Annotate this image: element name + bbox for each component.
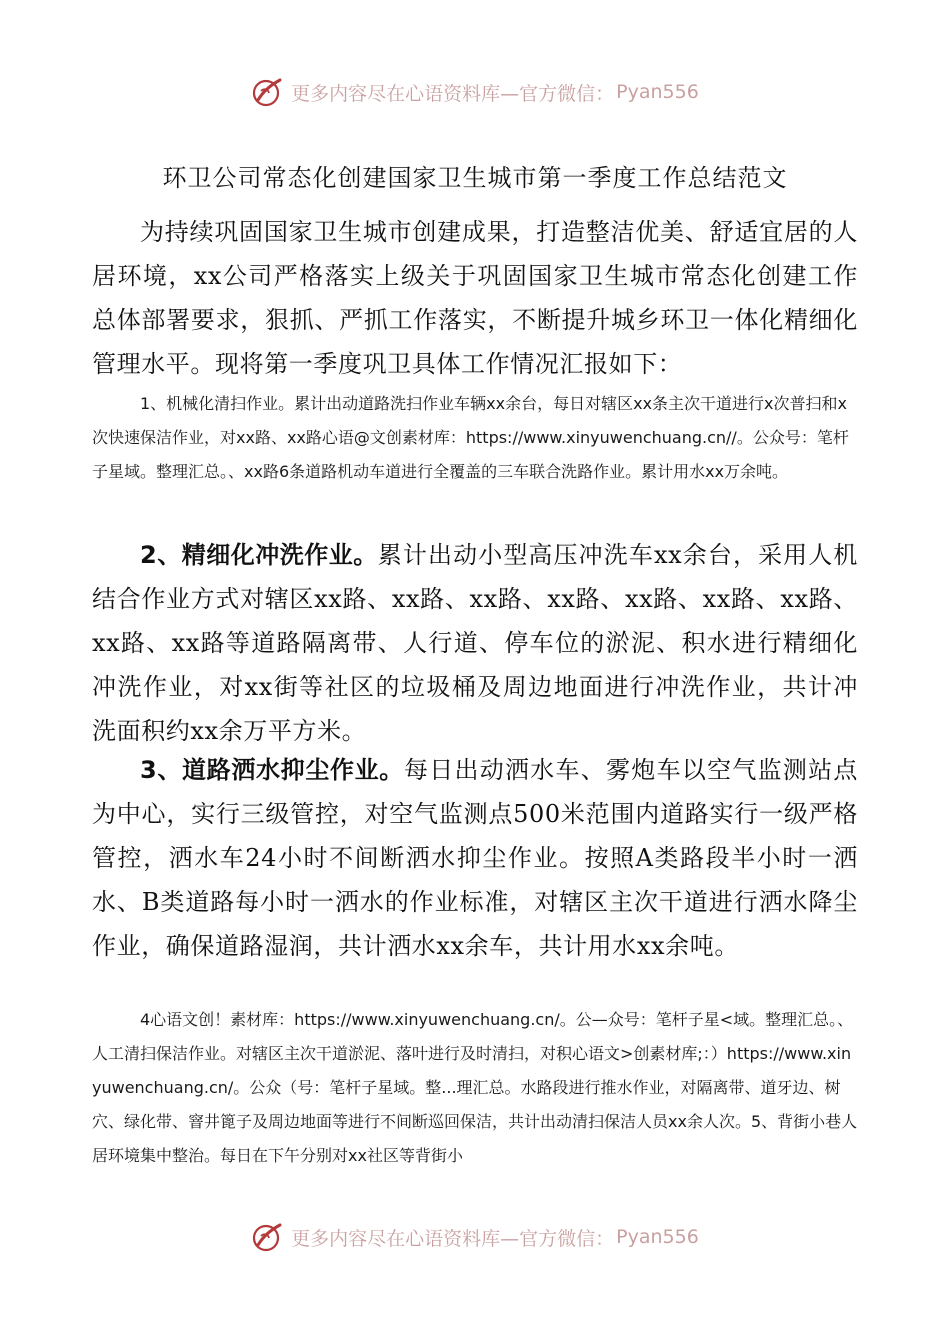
item2-paragraph	[92, 533, 858, 753]
brand-wechat-id: Pyan556	[616, 1226, 699, 1248]
item3-body: 每日出动洒水车、雾炮车以空气监测站点为中心，实行三级管控，对空气监测点500米范围内道路实行一级严格管控，洒水车24小时不间断洒水抑尘作业。按照A类路段半小时一洒水、B类道路每小时一洒水的作业标准，对辖区主次干道进行洒水降尘作业，确保道路湿润，共计洒水xx余车，共计用水xx余吨。	[92, 756, 858, 960]
brand-banner-top	[0, 70, 950, 114]
brand-text: 更多内容尽在心语资料库—官方微信：	[291, 1227, 615, 1250]
intro-paragraph: 为持续巩固国家卫生城市创建成果，打造整洁优美、舒适宜居的人居环境，xx公司严格落实上级关于巩固国家卫生城市常态化创建工作总体部署要求，狠抓、严抓工作落实，不断提升城乡环卫一体化精细化管理水平。现将第一季度巩卫具体工作情况汇报如下：	[92, 218, 858, 378]
brush-pen-logo-icon	[251, 75, 285, 109]
brand-wechat-id: Pyan556	[616, 81, 699, 103]
brand-banner-bottom	[0, 1215, 950, 1259]
item1-paragraph: 1、机械化清扫作业。累计出动道路洗扫作业车辆xx余台，每日对辖区xx条主次干道进行x次普扫和x次快速保洁作业，对xx路、xx路心语@文创素材库：https://www.xinyuwenchuang.cn//。公众号：笔杆子星域。整理汇总。、xx路6条道路机动车道进行全覆盖的三车联合洗路作业。累计用水xx万余吨。	[92, 394, 849, 481]
item2-heading: 2、精细化冲洗作业。	[140, 541, 378, 569]
item3-paragraph	[92, 748, 858, 968]
brush-pen-logo-icon	[251, 1220, 285, 1254]
item3-heading: 3、道路洒水抑尘作业。	[140, 756, 404, 784]
brand-text: 更多内容尽在心语资料库—官方微信：	[291, 82, 615, 105]
item2-body: 累计出动小型高压冲洗车xx余台，采用人机结合作业方式对辖区xx路、xx路、xx路、xx路、xx路、xx路、xx路、xx路、xx路等道路隔离带、人行道、停车位的淤泥、积水进行精细化冲洗作业，对xx街等社区的垃圾桶及周边地面进行冲洗作业，共计冲洗面积约xx余万平方米。	[92, 541, 858, 745]
document-title: 环卫公司常态化创建国家卫生城市第一季度工作总结范文	[162, 164, 788, 192]
item4-5-paragraph: 4心语文创！素材库：https://www.xinyuwenchuang.cn/。公—众号：笔杆子星<域。整理汇总。、人工清扫保洁作业。对辖区主次干道淤泥、落叶进行及时清扫，对积心语文>创素材库;：）https://www.xinyuwenchuang.cn/。公众（号：笔杆子星域。整...理汇总。水路段进行推水作业，对隔离带、道牙边、树穴、绿化带、窨井篦子及周边地面等进行不间断巡回保洁，共计出动清扫保洁人员xx余人次。5、背街小巷人居环境集中整治。每日在下午分别对xx社区等背街小	[92, 1010, 858, 1165]
